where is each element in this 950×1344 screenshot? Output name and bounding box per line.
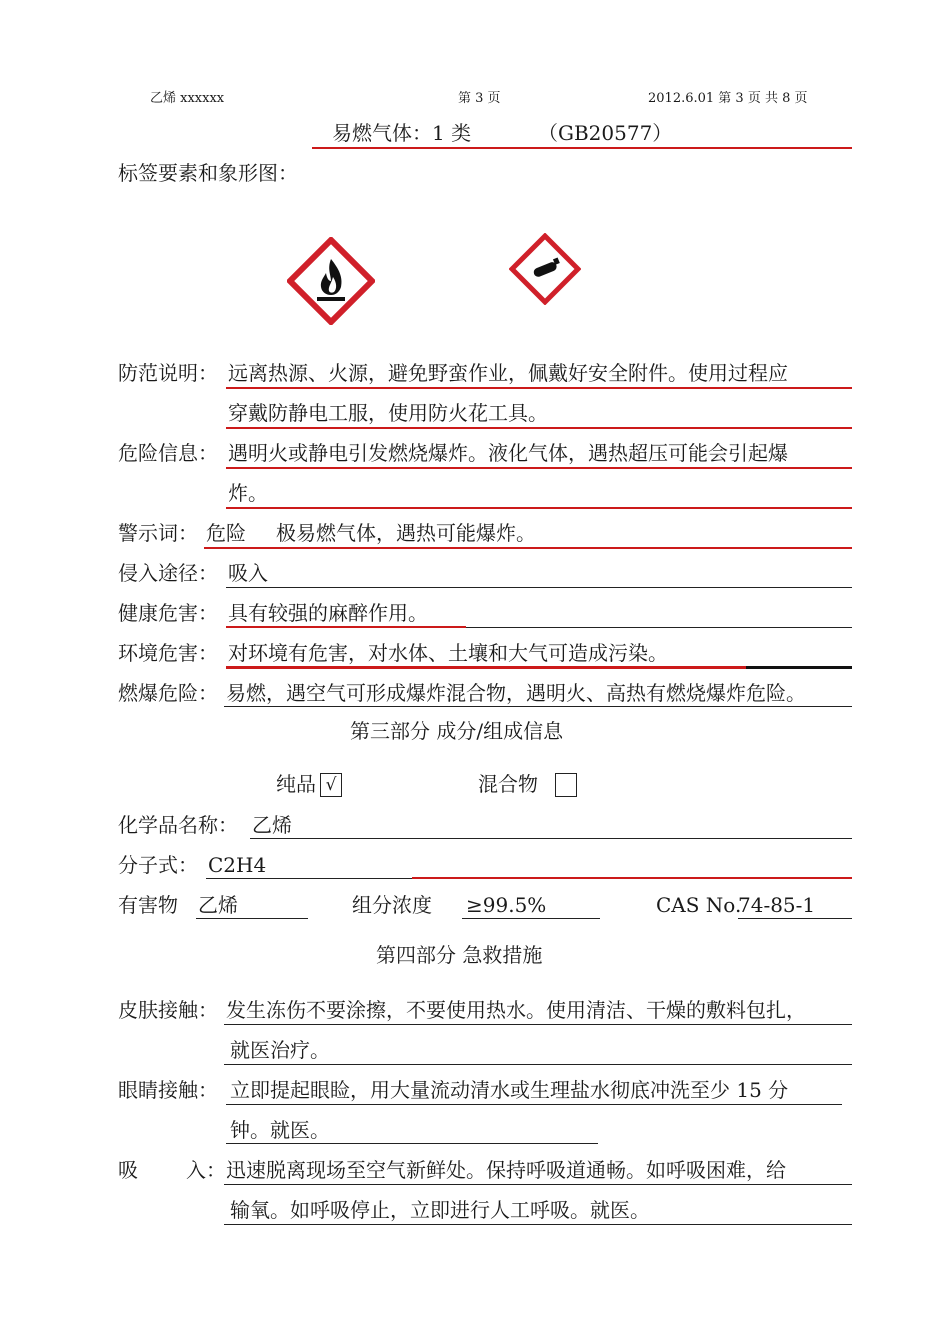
pure-checkbox: √ — [320, 773, 342, 797]
rule-black — [224, 1024, 852, 1025]
rule-black — [466, 627, 852, 628]
danger-text-1: 遇明火或静电引发燃烧爆炸。液化气体，遇热超压可能会引起爆 — [228, 441, 788, 465]
environment-label: 环境危害： — [118, 641, 218, 665]
rule-red — [226, 467, 852, 469]
inhale-text-1: 迅速脱离现场至空气新鲜处。保持呼吸道通畅。如呼吸困难，给 — [226, 1158, 786, 1182]
header-left: 乙烯 xxxxxx — [150, 91, 225, 106]
eye-text-2: 钟。就医。 — [230, 1118, 330, 1142]
health-value: 具有较强的麻醉作用。 — [228, 601, 428, 625]
skin-text-2: 就医治疗。 — [230, 1038, 330, 1062]
rule-black — [224, 706, 852, 707]
inhale-text-2: 输氧。如呼吸停止，立即进行人工呼吸。就医。 — [230, 1198, 650, 1222]
rule-black — [226, 587, 852, 588]
fire-value: 易燃，遇空气可形成爆炸混合物，遇明火、高热有燃烧爆炸危险。 — [226, 681, 806, 705]
classification-standard: （GB20577） — [538, 121, 673, 145]
signal-word-label: 警示词： — [118, 521, 198, 545]
danger-text-2: 炸。 — [228, 481, 268, 505]
flame-icon — [287, 237, 375, 325]
rule-red — [226, 427, 852, 429]
rule-black — [250, 838, 852, 839]
mixture-label: 混合物 — [478, 772, 538, 796]
rule-red — [204, 547, 852, 549]
rule-black — [224, 1184, 852, 1185]
cas-label: CAS No. — [656, 893, 742, 917]
concentration-label: 组分浓度 — [352, 893, 432, 917]
route-value: 吸入 — [228, 561, 268, 585]
rule-black — [224, 1224, 852, 1225]
cas-value: 74-85-1 — [738, 893, 816, 917]
rule-black — [738, 918, 852, 919]
concentration-value: ≥99.5% — [466, 893, 547, 917]
rule-red — [226, 387, 852, 389]
chem-name-label: 化学品名称： — [118, 813, 238, 837]
rule-red — [312, 147, 852, 149]
hazard-substance-label: 有害物 — [118, 893, 178, 917]
signal-word-note: 极易燃气体，遇热可能爆炸。 — [276, 521, 536, 545]
eye-label: 眼睛接触： — [118, 1078, 218, 1102]
classification-text: 易燃气体：1 类 — [332, 121, 472, 145]
rule-black — [746, 666, 852, 669]
danger-label: 危险信息： — [118, 441, 218, 465]
rule-red — [226, 626, 466, 628]
rule-red — [412, 877, 852, 879]
route-label: 侵入途径： — [118, 561, 218, 585]
environment-value: 对环境有危害，对水体、土壤和大气可造成污染。 — [228, 641, 668, 665]
inhale-label-a: 吸 — [118, 1158, 138, 1182]
header-page: 第 3 页 — [458, 91, 501, 106]
fire-label: 燃爆危险： — [118, 681, 218, 705]
rule-red — [226, 666, 746, 669]
signal-word-value: 危险 — [206, 521, 246, 545]
hazard-substance-value: 乙烯 — [198, 893, 238, 917]
rule-black — [462, 918, 600, 919]
formula-label: 分子式： — [118, 853, 198, 877]
health-label: 健康危害： — [118, 601, 218, 625]
formula-value: C2H4 — [208, 853, 267, 877]
skin-text-1: 发生冻伤不要涂擦，不要使用热水。使用清洁、干燥的敷料包扎， — [226, 998, 806, 1022]
header-right: 2012.6.01 第 3 页 共 8 页 — [648, 91, 808, 106]
rule-black — [226, 1104, 842, 1105]
section3-title: 第三部分 成分/组成信息 — [350, 719, 564, 743]
precaution-label: 防范说明： — [118, 361, 218, 385]
label-elements-title: 标签要素和象形图： — [118, 161, 298, 185]
mixture-checkbox — [555, 773, 577, 797]
rule-red — [226, 507, 852, 509]
skin-label: 皮肤接触： — [118, 998, 218, 1022]
precaution-text-1: 远离热源、火源，避免野蛮作业，佩戴好安全附件。使用过程应 — [228, 361, 788, 385]
eye-text-1: 立即提起眼睑，用大量流动清水或生理盐水彻底冲洗至少 15 分 — [230, 1078, 789, 1102]
section4-title: 第四部分 急救措施 — [376, 943, 543, 967]
chem-name-value: 乙烯 — [252, 813, 292, 837]
rule-black — [226, 1143, 598, 1144]
precaution-text-2: 穿戴防静电工服，使用防火花工具。 — [228, 401, 548, 425]
rule-black — [224, 1064, 852, 1065]
gas-cylinder-icon — [509, 233, 581, 305]
inhale-label-b: 入： — [186, 1158, 226, 1182]
rule-black — [196, 918, 308, 919]
rule-black — [206, 878, 412, 879]
pure-label: 纯品 — [276, 772, 316, 796]
